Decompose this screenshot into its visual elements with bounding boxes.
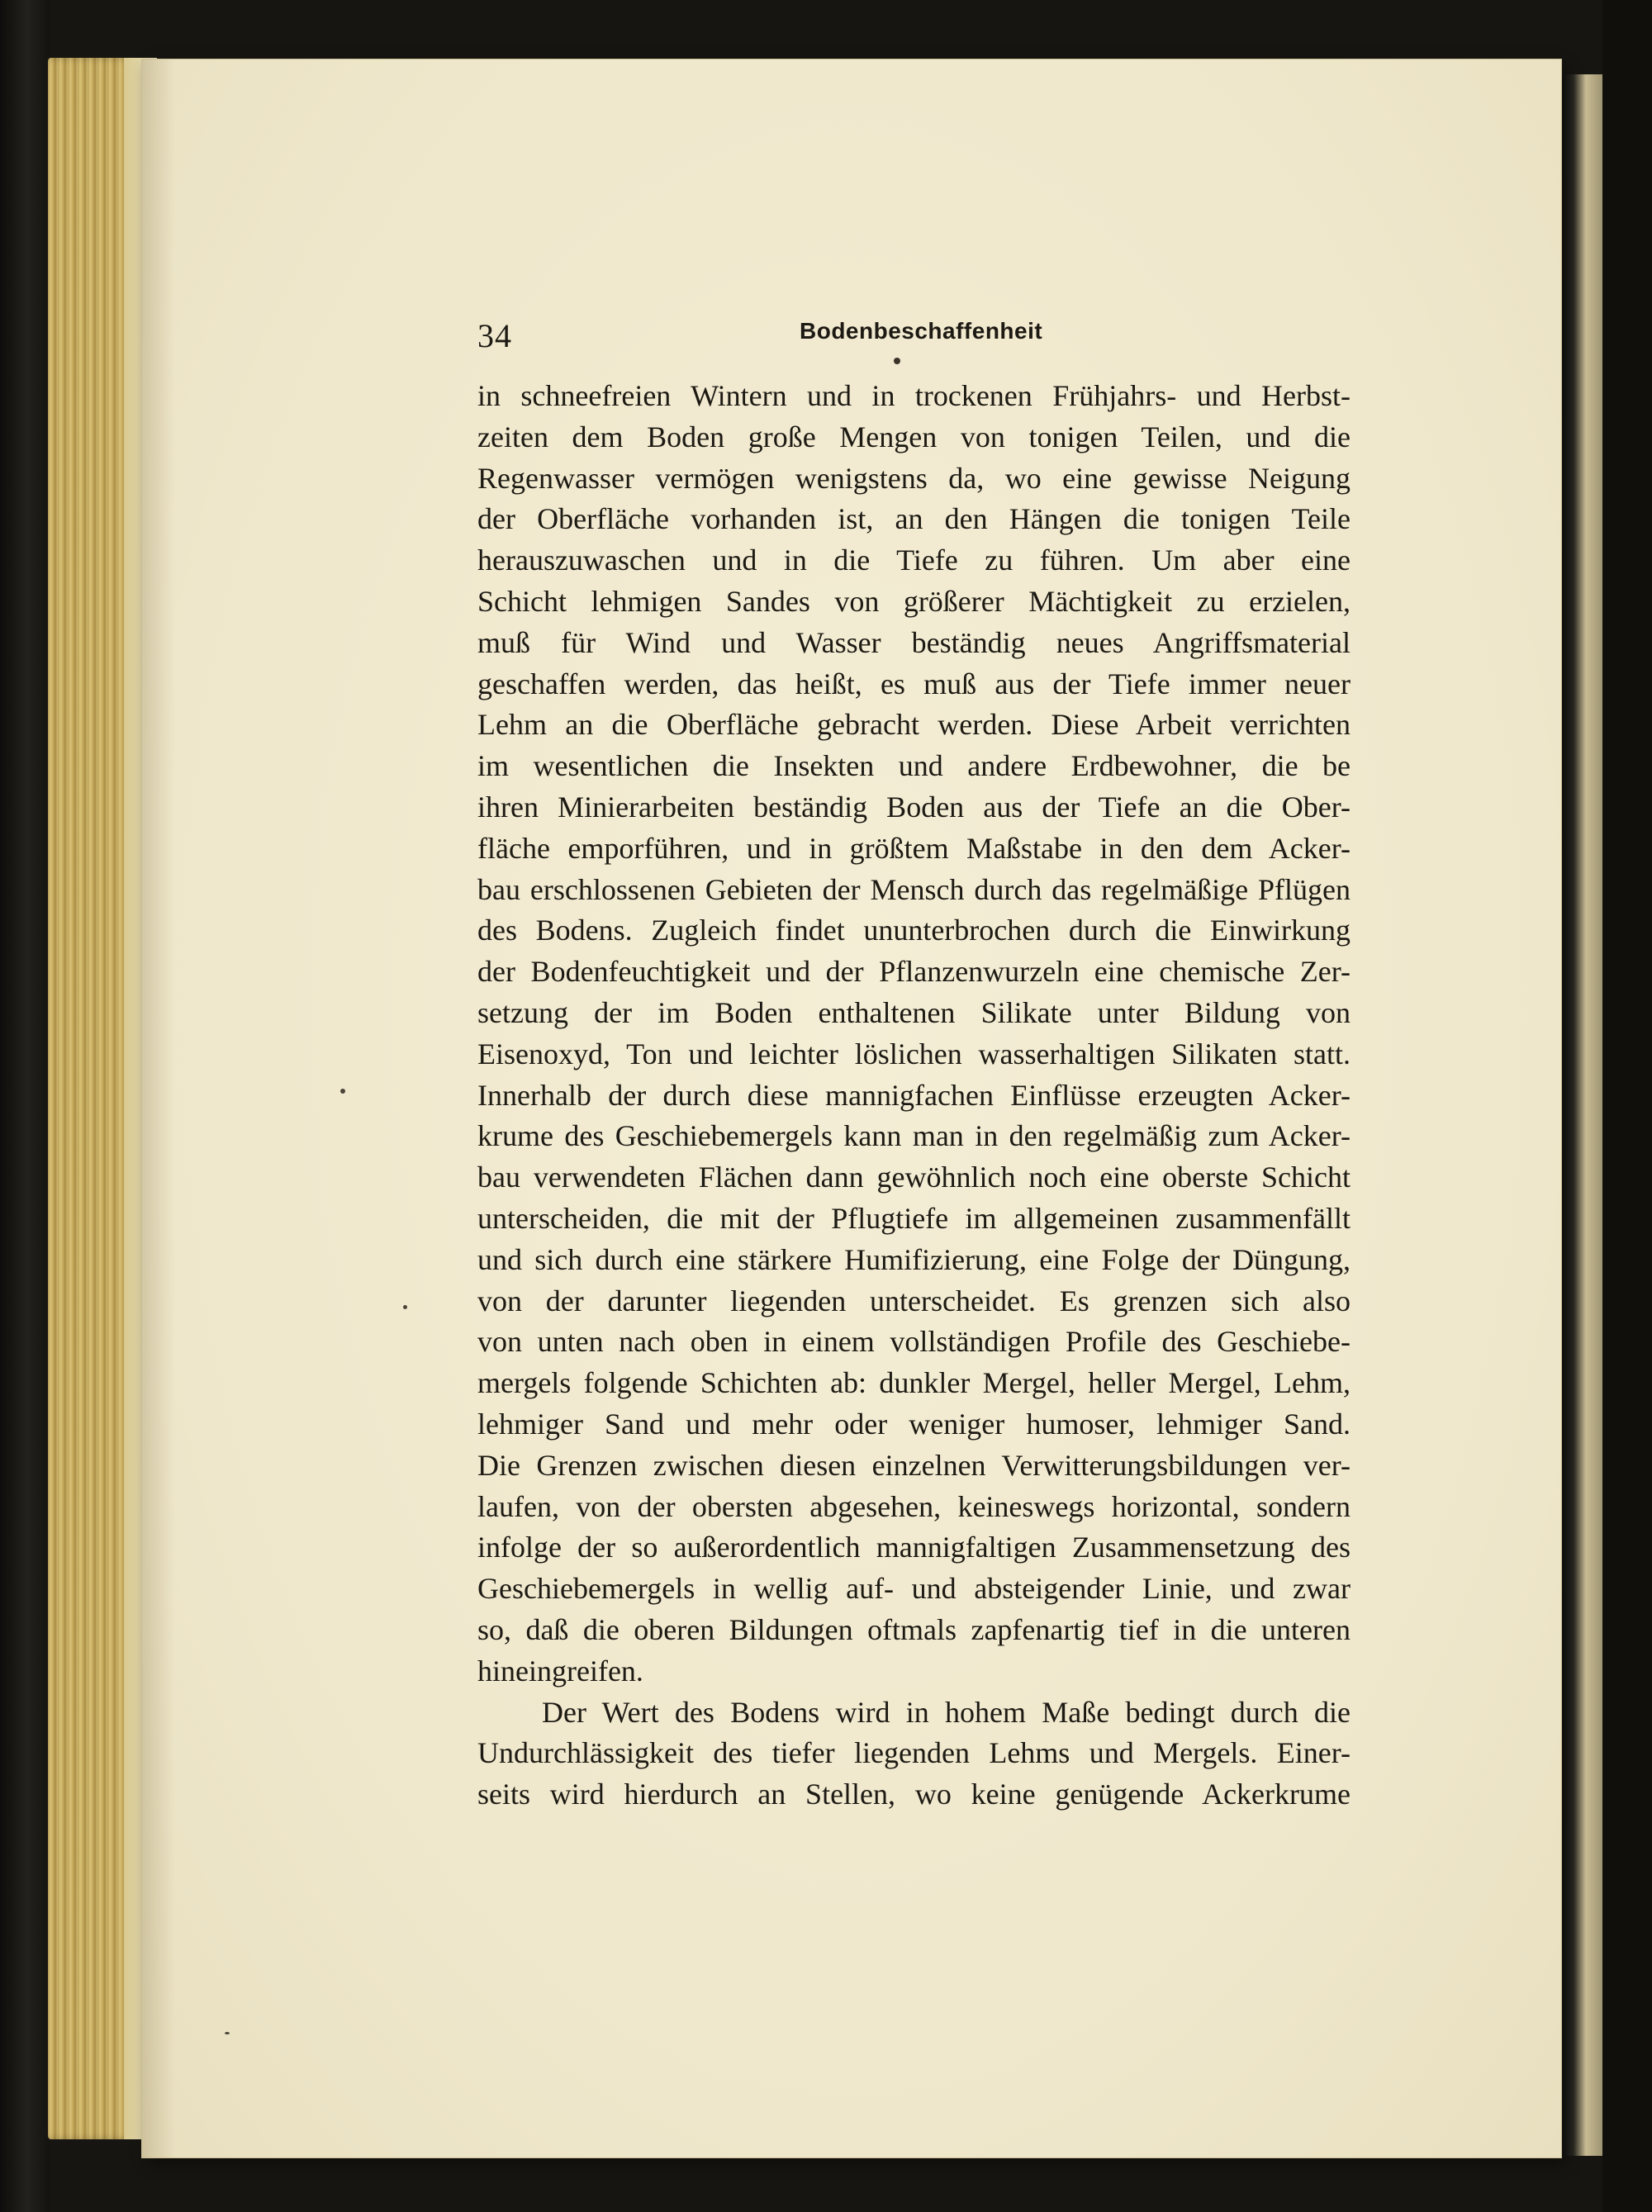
scan-background-right (1602, 0, 1652, 2212)
text-line: bau verwendeten Flächen dann gewöhnlich noch eine oberste Schicht (477, 1161, 1351, 1194)
text-line: infolge der so außerordentlich mannigfaltigen Zusammensetzung des (477, 1531, 1351, 1564)
text-line: so, daß die oberen Bildungen oftmals zapfenartig tief in die unteren (477, 1612, 1351, 1646)
body-text (477, 376, 1351, 1816)
text-line: seits wird hierdurch an Stellen, wo keine genügende Ackerkrume (477, 1778, 1351, 1811)
text-line: Innerhalb der durch diese mannigfachen Einflüsse erzeugten Acker- (477, 1078, 1351, 1112)
text-line: des Bodens. Zugleich findet ununterbrochen durch die Einwirkung (477, 914, 1351, 947)
text-line: Eisenoxyd, Ton und leichter löslichen wasserhaltigen Silikaten statt. (477, 1037, 1351, 1070)
text-line: Schicht lehmigen Sandes von größerer Mächtigkeit zu erzielen, (477, 584, 1351, 618)
text-line: der Oberfläche vorhanden ist, an den Hängen die tonigen Teile (477, 502, 1351, 536)
text-line: bau erschlossenen Gebieten der Mensch durch das regelmäßige Pflügen (477, 872, 1351, 906)
page-number: 34 (477, 317, 512, 354)
book-binding (0, 0, 50, 2212)
text-line: und sich durch eine stärkere Humifizierung, eine Folge der Düngung, (477, 1242, 1351, 1276)
text-line: in schneefreien Wintern und in trockenen Frühjahrs- und Herbst- (477, 379, 1351, 412)
text-line: Lehm an die Oberfläche gebracht werden. Diese Arbeit verrichten (477, 708, 1351, 742)
text-line: von unten nach oben in einem vollständigen Profile des Geschiebe- (477, 1325, 1351, 1359)
ornament-dot (894, 358, 900, 364)
text-line: Geschiebemergels in wellig auf- und absteigender Linie, und zwar (477, 1572, 1351, 1606)
paper-speck (403, 1305, 407, 1309)
text-line: Der Wert des Bodens wird in hohem Maße bedingt durch die (542, 1695, 1351, 1729)
text-line: hineingreifen. (477, 1654, 643, 1687)
text-line: geschaffen werden, das heißt, es muß aus der Tiefe immer neuer (477, 667, 1351, 700)
text-line: lehmiger Sand und mehr oder weniger humoser, lehmiger Sand. (477, 1407, 1351, 1441)
paper-speck (340, 1089, 345, 1094)
page-header (477, 316, 1361, 358)
facing-page-edge (1561, 74, 1602, 2156)
text-line: zeiten dem Boden große Mengen von tonigen Teilen, und die (477, 420, 1351, 453)
text-line: von der darunter liegenden unterscheidet. Es grenzen sich also (477, 1284, 1351, 1317)
text-line: muß für Wind und Wasser beständig neues Angriffsmaterial (477, 625, 1351, 659)
text-line: ihren Minierarbeiten beständig Boden aus der Tiefe an die Ober- (477, 790, 1351, 824)
paragraph (477, 376, 1351, 1692)
text-line: Undurchlässigkeit des tiefer liegenden Lehms und Mergels. Einer- (477, 1736, 1351, 1770)
paragraph (477, 1692, 1351, 1816)
text-line: laufen, von der obersten abgesehen, keineswegs horizontal, sondern (477, 1489, 1351, 1523)
running-head: Bodenbeschaffenheit (800, 318, 1043, 344)
text-line: Regenwasser vermögen wenigstens da, wo eine gewisse Neigung (477, 461, 1351, 495)
text-line: krume des Geschiebemergels kann man in den regelmäßig zum Acker- (477, 1119, 1351, 1153)
text-line: unterscheiden, die mit der Pflugtiefe im allgemeinen zusammenfällt (477, 1201, 1351, 1235)
text-line: herauszuwaschen und in die Tiefe zu führen. Um aber eine (477, 544, 1351, 577)
text-line: Die Grenzen zwischen diesen einzelnen Verwitterungsbildungen ver- (477, 1448, 1351, 1482)
text-line: setzung der im Boden enthaltenen Silikate unter Bildung von (477, 995, 1351, 1029)
text-line: fläche emporführen, und in größtem Maßstabe in den dem Acker- (477, 831, 1351, 865)
text-line: im wesentlichen die Insekten und andere Erdbewohner, die be (477, 749, 1351, 783)
text-line: mergels folgende Schichten ab: dunkler Mergel, heller Mergel, Lehm, (477, 1366, 1351, 1400)
paper-speck (225, 2032, 230, 2034)
text-line: der Bodenfeuchtigkeit und der Pflanzenwurzeln eine chemische Zer- (477, 955, 1351, 989)
